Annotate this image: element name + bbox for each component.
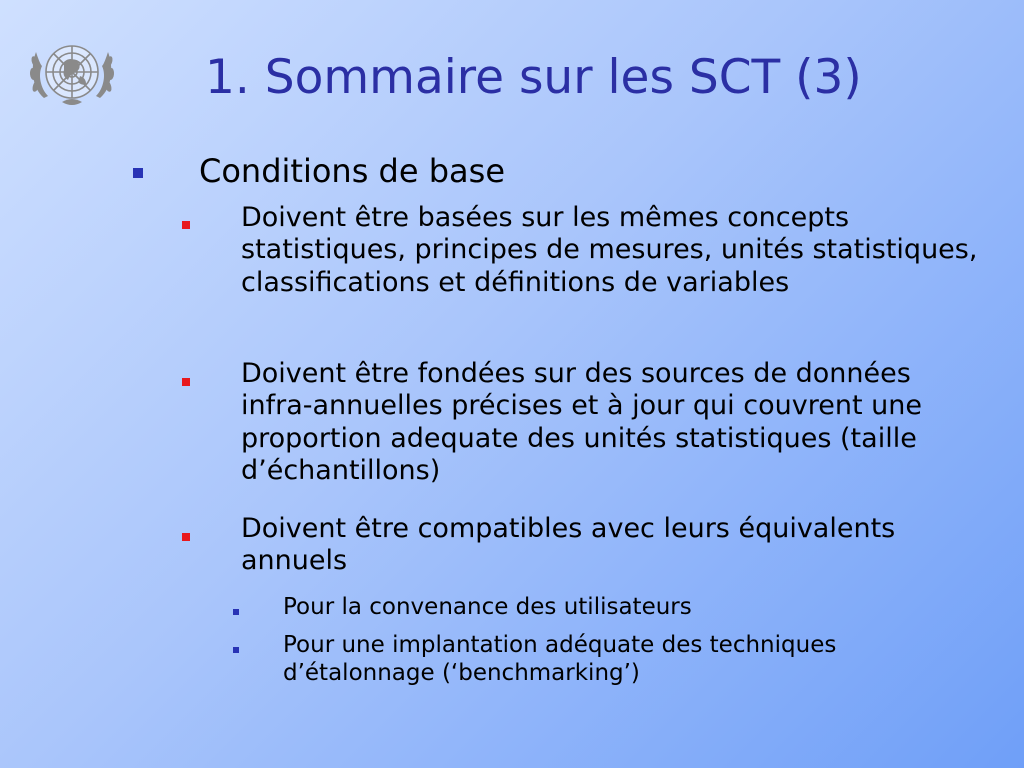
bullet-marker-level1: [182, 221, 190, 229]
un-emblem-icon: [24, 32, 120, 114]
bullet-marker-level2: [233, 647, 239, 653]
bullet-text-etalonnage: Pour une implantation adéquate des techniques d’étalonnage (‘benchmarking’): [283, 632, 837, 686]
bullet-marker-level2: [233, 609, 239, 615]
bullet-text-convenance: Pour la convenance des utilisateurs: [283, 594, 692, 620]
bullet-marker-level1: [182, 533, 190, 541]
bullet-text-compatibles: Doivent être compatibles avec leurs équivalents annuels: [241, 513, 896, 577]
bullet-marker-level1: [182, 378, 190, 386]
bullet-text-concepts: Doivent être basées sur les mêmes concepts statistiques, principes de mesures, unités statistiques, classifications et définitions de variables: [241, 202, 978, 298]
bullet-marker-level0: [133, 168, 143, 178]
un-emblem-logo: [24, 32, 120, 114]
bullet-text-conditions: Conditions de base: [199, 152, 505, 190]
bullet-text-sources: Doivent être fondées sur des sources de données infra-annuelles précises et à jour qui couvrent une proportion adequate des unités statistiques (taille d’échantillons): [241, 358, 922, 487]
slide-title: 1. Sommaire sur les SCT (3): [205, 50, 862, 105]
